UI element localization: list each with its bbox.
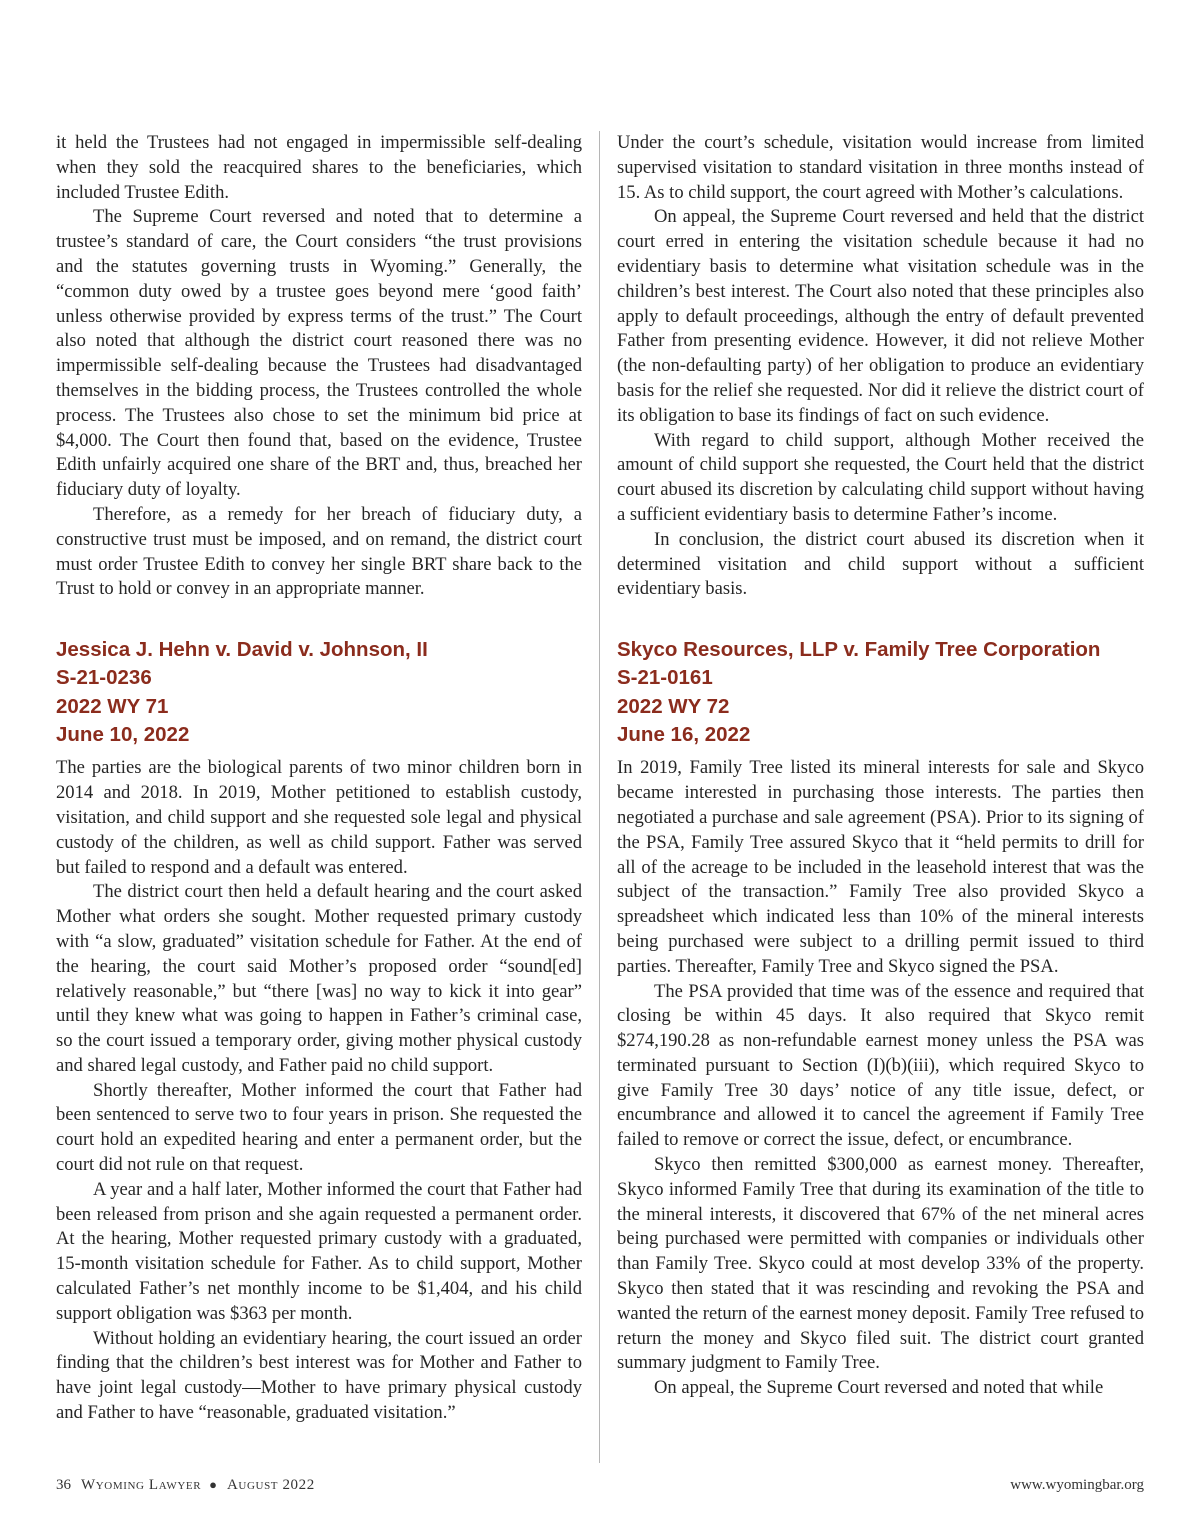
paragraph: The PSA provided that time was of the essence and required that closing be within 45 days. It also required that Skyco remit $274,190.28 as non-refundable earnest money unless the PSA was terminated pursuant to Section (I)(b)(iii), which required Skyco to give Family Tree 30 days’ notice of any title issue, defect, or encumbrance and allowed it to cancel the agreement if Family Tree failed to remove or correct the issue, defect, or encumbrance. <box>617 980 1144 1151</box>
case-docket: S-21-0236 <box>56 666 152 690</box>
case-citation: 2022 WY 72 <box>617 694 730 718</box>
column-divider <box>599 131 600 1463</box>
publication-name: Wyoming Lawyer <box>81 1477 202 1493</box>
paragraph: Skyco then remitted $300,000 as earnest money. Thereafter, Skyco informed Family Tree that during its examination of the title to the mineral interests, it discovered that 67% of the net mineral acres being purchased were permitted with companies or individuals other than Family Tree. Skyco could at most develop 33% of the property. Skyco then stated that it was rescinding and revoking the PSA and wanted the return of the earnest money deposit. Family Tree refused to return the money and Skyco filed suit. The district court granted summary judgment to Family Tree. <box>617 1154 1144 1374</box>
case-heading <box>617 636 1144 749</box>
paragraph: On appeal, the Supreme Court reversed and held that the district court erred in entering the visitation schedule because it had no evidentiary basis to determine what visitation schedule was in the children’s best interest. The Court also noted that these principles also apply to default proceedings, although the entry of default prevented Father from presenting evidence. However, it did not relieve Mother (the non-defaulting party) of her obligation to produce an evidentiary basis for the relief she requested. Nor did it relieve the district court of its obligation to base its findings of fact on such evidence. <box>617 206 1144 426</box>
left-column <box>56 131 582 1426</box>
case-heading <box>56 636 582 749</box>
case-date: June 10, 2022 <box>56 723 190 747</box>
page-footer <box>56 1477 1144 1499</box>
bullet-icon: ● <box>209 1477 217 1492</box>
case-citation: 2022 WY 71 <box>56 694 169 718</box>
paragraph: Therefore, as a remedy for her breach of fiduciary duty, a constructive trust must be imposed, and on remand, the district court must order Trustee Edith to convey her single BRT share back to the Trust to hold or convey in an appropriate manner. <box>56 503 582 600</box>
paragraph: The district court then held a default hearing and the court asked Mother what orders she sought. Mother requested primary custody with “a slow, graduated” visitation schedule for Father. At the end of the hearing, the court said Mother’s proposed order “sound[ed] relatively reasonable,” but “there [was] no way to kick it into gear” until they knew what was going to happen in Father’s criminal case, so the court issued a temporary order, giving mother physical custody and shared legal custody, and Father paid no child support. <box>56 881 582 1076</box>
footer-left <box>56 1477 315 1494</box>
paragraph: On appeal, the Supreme Court reversed and noted that while <box>654 1377 1104 1399</box>
issue-date: August 2022 <box>227 1477 315 1493</box>
case-date: June 16, 2022 <box>617 723 751 747</box>
case-title: Jessica J. Hehn v. David v. Johnson, II <box>56 638 428 662</box>
paragraph: In conclusion, the district court abused its discretion when it determined visitation and child support without a sufficient evidentiary basis. <box>617 528 1144 600</box>
case-docket: S-21-0161 <box>617 666 713 690</box>
paragraph: A year and a half later, Mother informed the court that Father had been released from prison and she again requested a permanent order. At the hearing, Mother requested primary custody with a graduated, 15-month visitation schedule for Father. As to child support, Mother calculated Father’s net monthly income to be $1,404, and his child support obligation was $363 per month. <box>56 1178 582 1324</box>
website-url: www.wyomingbar.org <box>1010 1477 1144 1493</box>
right-column <box>617 131 1144 1401</box>
page-number: 36 <box>56 1477 71 1493</box>
paragraph: The Supreme Court reversed and noted that to determine a trustee’s standard of care, the Court considers “the trust provisions and the statutes governing trusts in Wyoming.” Generally, the “common duty owed by a trustee goes beyond mere ‘good faith’ unless otherwise provided by express terms of the trust.” The Court also noted that although the district court reasoned there was no impermissible self-dealing because the Trustees had disadvantaged themselves in the bidding process, the Trustees controlled the whole process. The Trustees also chose to set the minimum bid price at $4,000. The Court then found that, based on the evidence, Trustee Edith unfairly acquired one share of the BRT and, thus, breached her fiduciary duty of loyalty. <box>56 206 582 501</box>
paragraph: The parties are the biological parents of two minor children born in 2014 and 2018. In 2019, Mother petitioned to establish custody, visitation, and child support and she requested sole legal and physical custody of the children, as well as child support. Father was served but failed to respond and a default was entered. <box>56 757 582 878</box>
paragraph: Under the court’s schedule, visitation would increase from limited supervised visitation to standard visitation in three months instead of 15. As to child support, the court agreed with Mother’s calculations. <box>617 132 1144 203</box>
paragraph: Shortly thereafter, Mother informed the court that Father had been sentenced to serve two to four years in prison. She requested the court hold an expedited hearing and enter a permanent order, but the court did not rule on that request. <box>56 1079 582 1176</box>
case-title: Skyco Resources, LLP v. Family Tree Corporation <box>617 638 1101 662</box>
paragraph: In 2019, Family Tree listed its mineral interests for sale and Skyco became interested in purchasing those interests. The parties then negotiated a purchase and sale agreement (PSA). Prior to its signing of the PSA, Family Tree assured Skyco that it “held permits to drill for all of the acreage to be included in the leasehold interest that was the subject of the transaction.” Family Tree also provided Skyco a spreadsheet which indicated less than 10% of the mineral interests being purchased were subject to a drilling permit issued to third parties. Thereafter, Family Tree and Skyco signed the PSA. <box>617 757 1144 977</box>
paragraph: it held the Trustees had not engaged in impermissible self-dealing when they sold the reacquired shares to the beneficiaries, which included Trustee Edith. <box>56 132 582 203</box>
paragraph: With regard to child support, although Mother received the amount of child support she requested, the Court held that the district court abused its discretion by calculating child support without having a sufficient evidentiary basis to determine Father’s income. <box>617 429 1144 525</box>
paragraph: Without holding an evidentiary hearing, the court issued an order finding that the children’s best interest was for Mother and Father to have joint legal custody—Mother to have primary physical custody and Father to have “reasonable, graduated visitation.” <box>56 1327 582 1424</box>
